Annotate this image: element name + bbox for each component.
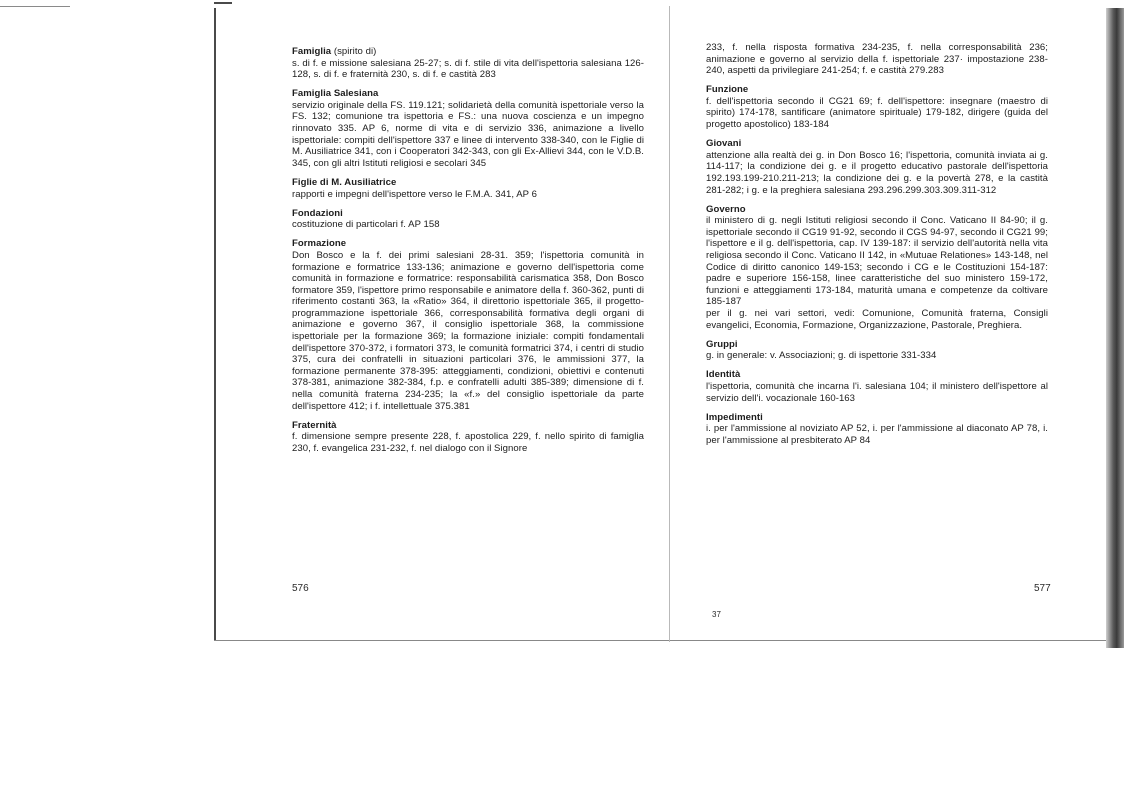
- index-entry: [292, 46, 644, 81]
- index-entry: [706, 412, 1048, 447]
- entry-title: Figlie di M. Ausiliatrice: [292, 176, 397, 188]
- entry-body: rapporti e impegni dell'ispettore verso le F.M.A. 341, AP 6: [292, 188, 537, 200]
- left-page: [292, 46, 644, 462]
- entry-body: attenzione alla realtà dei g. in Don Bosco 16; l'ispettoria, comunità inviata ai g. 114-117; la condizione dei g. e il progetto educativo pastorale dell'ispettoria 192.193.199-210.211-213; la condizione dei g. e la povertà 278, e la castità 281-282; i g. e la preghiera salesiana 293.296.299.303.309.311-312: [706, 149, 1048, 196]
- index-entry: [292, 238, 644, 412]
- scan-border-line: [0, 6, 70, 7]
- index-entry: [292, 88, 644, 169]
- index-entry: [706, 339, 1048, 362]
- entry-body: g. in generale: v. Associazioni; g. di ispettorie 331-334: [706, 350, 937, 362]
- entry-title: Governo: [706, 203, 746, 215]
- entry-body: i. per l'ammissione al noviziato AP 52, i. per l'ammissione al diaconato AP 78, i. per l'ammissione al presbiterato AP 84: [706, 423, 1048, 446]
- entry-title: Identità: [706, 369, 741, 381]
- entry-body-note: per il g. nei vari settori, vedi: Comunione, Comunità fraterna, Consigli evangelici, Economia, Formazione, Organizzazione, Pastorale, Preghiera.: [706, 307, 1048, 331]
- index-entry: [292, 177, 644, 200]
- page-number: 577: [1034, 583, 1051, 594]
- entry-body: Don Bosco e la f. dei primi salesiani 28-31. 359; l'ispettoria comunità in formazione e formatrice 133-136; animazione e governo dell'ispettoria come comunità in formazione e formatrice: responsabilità carismatica 358, Don Bosco formatore 359, l'ispettore primo responsabile e animatore della f. 360-362, punti di riferimento costanti 363, la «Ratio» 364, il direttorio ispettoriale 365, il progetto-programmazione ispettoriale 366, corresponsabilità formativa degli organi di animazione e governo 367, il consiglio ispettoriale 368, la commissione ispettoriale per la formazione 369; la formazione iniziale: compiti fondamentali dell'ispettore 370-372, i formatori 373, le comunità formatrici 374, i centri di studio 375, cura dei confratelli in situazioni particolari 376, le ammissioni 377, la formazione permanente 378-395: atteggiamenti, condizioni, obiettivi e contenuti 378-381, animazione 382-384, f.p. e confratelli adulti 385-389; dimensione di f. nella comunità fraterna 234-235; la «f.» del consiglio ispettoriale da parte dell'ispettore 412; i f. intellettuale 375.381: [292, 249, 644, 412]
- right-page: [706, 42, 1048, 454]
- entry-title: Impedimenti: [706, 411, 763, 423]
- index-entry: [292, 208, 644, 231]
- entry-title: Fraternità: [292, 419, 337, 431]
- entry-body: l'ispettoria, comunità che incarna l'i. salesiana 104; il ministero dell'ispettore al servizio dell'i. vocazionale 160-163: [706, 380, 1048, 404]
- index-entry: [706, 138, 1048, 196]
- entry-body: f. dell'ispettoria secondo il CG21 69; f. dell'ispettore: insegnare (maestro di spirito) 174-178, santificare (animatore spirituale) 179-182, dirigere (guida del progetto apostolico) 183-184: [706, 95, 1048, 131]
- entry-body: servizio originale della FS. 119.121; solidarietà della comunità ispettoriale verso la FS. 132; comunione tra ispettoria e FS.: una nuova coscienza e un impegno rinnovato 335. AP 6, norme di vita e di servizio 336, animazione a livello ispettoriale: compiti dell'ispettore 337 e linee di intervento 338-340, con le Figlie di M. Ausiliatrice 341, con i Cooperatori 342-343, con gli Ex-Allievi 344, con le V.D.B. 345, con gli altri Istituti religiosi e secolari 345: [292, 99, 644, 169]
- entry-body: costituzione di particolari f. AP 158: [292, 219, 440, 231]
- signature-mark: 37: [712, 610, 721, 619]
- book-left-edge: [214, 8, 216, 640]
- index-entry: [706, 204, 1048, 332]
- entry-title: Formazione: [292, 238, 347, 250]
- entry-title: Giovani: [706, 138, 742, 150]
- book-right-edge: [1106, 8, 1124, 648]
- page-number: 576: [292, 583, 309, 594]
- entry-title: Famiglia: [292, 46, 332, 57]
- book-edge-tick: [214, 2, 232, 4]
- entry-title: Fondazioni: [292, 207, 343, 219]
- index-entry-continued: [706, 42, 1048, 77]
- book-bottom-edge: [214, 640, 1114, 641]
- entry-body: il ministero di g. negli Istituti religiosi secondo il Conc. Vaticano II 84-90; il g. ispettoriale secondo il CG19 91-92, secondo il CGS 94-97, secondo il CG21 99; l'ispettore e il g. dell'ispettoria, cap. IV 139-187: il servizio dell'autorità nella vita religiosa secondo il Conc. Vaticano II 142, in «Mutuae Relationes» 143-148, nel Codice di diritto canonico 149-153; secondo i CG e le Costituzioni 154-187: padre e superiore 156-158, linee caratteristiche del suo ministero 159-172, funzioni e atteggiamenti 173-184, maturità umana e competenze da coltivare 185-187: [706, 215, 1048, 308]
- entry-title: Funzione: [706, 84, 749, 96]
- book-gutter: [669, 6, 670, 642]
- entry-title: Famiglia Salesiana: [292, 88, 379, 100]
- entry-body: 233, f. nella risposta formativa 234-235, f. nella corresponsabilità 236; animazione e governo al servizio della f. ispettoriale 237· impostazione 238-240, aspetti da privilegiare 241-254; f. e castità 279.283: [706, 42, 1048, 77]
- index-entry: [706, 369, 1048, 404]
- index-entry: [292, 420, 644, 455]
- entry-subtitle: (spirito di): [333, 46, 377, 57]
- entry-body: s. di f. e missione salesiana 25-27; s. di f. stile di vita dell'ispettoria salesiana 126-128, s. di f. e fraternità 230, s. di f. e castità 283: [292, 57, 644, 81]
- entry-body: f. dimensione sempre presente 228, f. apostolica 229, f. nello spirito di famiglia 230, f. evangelica 231-232, f. nel dialogo con il Signore: [292, 431, 644, 454]
- index-entry: [706, 84, 1048, 130]
- entry-title: Gruppi: [706, 338, 738, 350]
